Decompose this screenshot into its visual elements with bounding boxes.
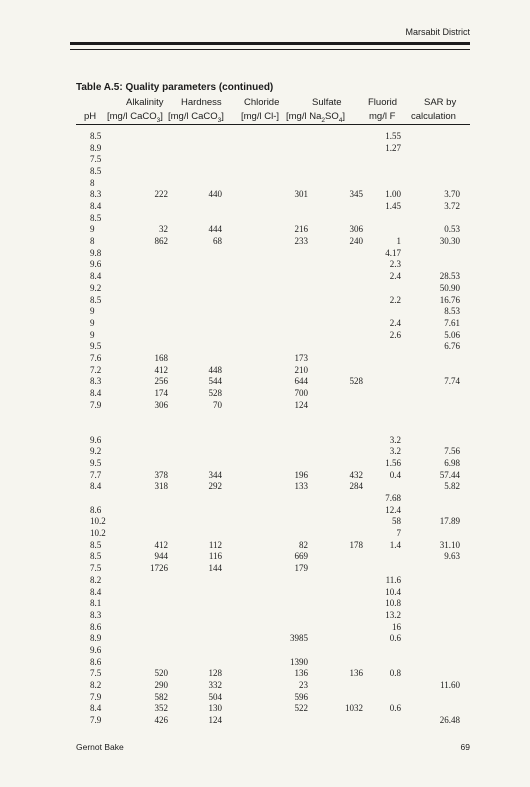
- col-unit-chloride: [mg/l Cl-]: [241, 111, 279, 122]
- table-row: [0, 295, 530, 307]
- cell-ph: 8.4: [90, 586, 102, 597]
- cell-alkalinity: 862: [154, 236, 168, 247]
- cell-ph: 8.4: [90, 271, 102, 282]
- header-rule-thick: [70, 42, 470, 45]
- cell-fluorid: 12.4: [385, 504, 401, 515]
- cell-alkalinity: 378: [154, 469, 168, 480]
- cell-sar: 5.82: [444, 481, 460, 492]
- cell-ph: 9.8: [90, 247, 102, 258]
- cell-ph: 7.5: [90, 668, 102, 679]
- col-unit-hardness: [mg/l CaCO$_3$]: [168, 111, 224, 124]
- col-header-alkalinity: Alkalinity: [126, 97, 164, 108]
- cell-chloride: 669: [294, 551, 308, 562]
- col-unit-fluorid: mg/l F: [369, 111, 396, 122]
- table-row: [0, 470, 530, 482]
- cell-fluorid: 3.2: [389, 446, 401, 457]
- table-row: [0, 680, 530, 692]
- cell-hardness: 116: [208, 551, 222, 562]
- cell-fluorid: 16: [392, 621, 401, 632]
- cell-alkalinity: 290: [154, 679, 168, 690]
- cell-fluorid: 1.4: [389, 539, 401, 550]
- cell-ph: 8.3: [90, 376, 102, 387]
- cell-fluorid: 2.4: [389, 271, 401, 282]
- cell-hardness: 128: [208, 668, 222, 679]
- cell-ph: 7.9: [90, 399, 102, 410]
- cell-sulfate: 432: [349, 469, 363, 480]
- table-row: [0, 692, 530, 704]
- table-row: [0, 540, 530, 552]
- cell-fluorid: 0.8: [389, 668, 401, 679]
- cell-chloride: 179: [294, 563, 308, 574]
- cell-alkalinity: 412: [154, 364, 168, 375]
- cell-fluorid: 1.55: [385, 131, 401, 141]
- cell-chloride: 522: [294, 703, 308, 714]
- cell-ph: 8: [90, 177, 95, 188]
- table-row: [0, 283, 530, 295]
- table-row: [0, 505, 530, 517]
- cell-alkalinity: 412: [154, 539, 168, 550]
- cell-chloride: 596: [294, 691, 308, 702]
- table-row: [0, 259, 530, 271]
- cell-ph: 8.5: [90, 294, 102, 305]
- cell-alkalinity: 352: [154, 703, 168, 714]
- cell-hardness: 528: [208, 387, 222, 398]
- cell-alkalinity: 944: [154, 551, 168, 562]
- cell-ph: 9: [90, 224, 95, 235]
- cell-ph: 9.5: [90, 458, 102, 469]
- table-row: [0, 703, 530, 715]
- cell-ph: 8.5: [90, 539, 102, 550]
- cell-ph: 9.2: [90, 446, 102, 457]
- cell-sar: 7.61: [444, 317, 460, 328]
- cell-ph: 8.4: [90, 481, 102, 492]
- cell-ph: 8.6: [90, 621, 102, 632]
- table-row: [0, 154, 530, 166]
- table-row: [0, 435, 530, 447]
- cell-fluorid: 2.2: [389, 294, 401, 305]
- cell-fluorid: 13.2: [385, 609, 401, 620]
- col-unit-alkalinity: [mg/l CaCO$_3$]: [107, 111, 163, 124]
- cell-ph: 8.4: [90, 703, 102, 714]
- cell-fluorid: 0.6: [389, 703, 401, 714]
- cell-chloride: 23: [299, 679, 308, 690]
- cell-alkalinity: 222: [154, 189, 168, 200]
- table-row: [0, 400, 530, 412]
- cell-fluorid: 10.4: [385, 586, 401, 597]
- cell-alkalinity: 168: [154, 352, 168, 363]
- cell-sar: 28.53: [439, 271, 460, 282]
- cell-sar: 6.76: [444, 341, 460, 352]
- cell-alkalinity: 306: [154, 399, 168, 410]
- cell-fluorid: 0.4: [389, 469, 401, 480]
- cell-ph: 8.3: [90, 189, 102, 200]
- cell-hardness: 448: [208, 364, 222, 375]
- cell-ph: 8.5: [90, 131, 102, 141]
- cell-chloride: 82: [299, 539, 308, 550]
- cell-ph: 7.5: [90, 563, 102, 574]
- cell-fluorid: 7: [396, 528, 401, 539]
- cell-sar: 30.30: [439, 236, 460, 247]
- cell-sar: 7.74: [444, 376, 460, 387]
- cell-sulfate: 240: [349, 236, 363, 247]
- cell-chloride: 173: [294, 352, 308, 363]
- cell-hardness: 112: [208, 539, 222, 550]
- cell-alkalinity: 318: [154, 481, 168, 492]
- cell-ph: 8.9: [90, 633, 102, 644]
- cell-ph: 8.5: [90, 551, 102, 562]
- cell-hardness: 544: [208, 376, 222, 387]
- cell-chloride: 1390: [290, 656, 308, 667]
- cell-ph: 7.5: [90, 154, 102, 165]
- table-row: [0, 143, 530, 155]
- cell-chloride: 210: [294, 364, 308, 375]
- cell-hardness: 344: [208, 469, 222, 480]
- col-header-chloride: Chloride: [244, 97, 280, 108]
- cell-ph: 9.5: [90, 341, 102, 352]
- cell-ph: 7.9: [90, 715, 102, 725]
- table-row: [0, 598, 530, 610]
- cell-chloride: 301: [294, 189, 308, 200]
- cell-sulfate: 284: [349, 481, 363, 492]
- cell-fluorid: 2.3: [389, 259, 401, 270]
- table-row: [0, 271, 530, 283]
- cell-sulfate: 1032: [345, 703, 363, 714]
- table-row: [0, 575, 530, 587]
- table-row: [0, 201, 530, 213]
- cell-fluorid: 7.68: [385, 493, 401, 504]
- cell-sar: 3.72: [444, 201, 460, 212]
- cell-fluorid: 11.6: [385, 574, 401, 585]
- table-row: [0, 318, 530, 330]
- cell-sar: 11.60: [440, 679, 460, 690]
- cell-ph: 8.9: [90, 142, 102, 153]
- table-row: [0, 645, 530, 657]
- cell-fluorid: 10.8: [385, 598, 401, 609]
- table-row: [0, 610, 530, 622]
- cell-ph: 9.2: [90, 282, 102, 293]
- cell-ph: 8.5: [90, 166, 102, 177]
- cell-sar: 17.89: [439, 516, 460, 527]
- table-row: [0, 493, 530, 505]
- table-row: [0, 458, 530, 470]
- table-row: [0, 516, 530, 528]
- cell-alkalinity: 256: [154, 376, 168, 387]
- cell-ph: 8.1: [90, 598, 102, 609]
- table-row: [0, 376, 530, 388]
- cell-sulfate: 306: [349, 224, 363, 235]
- table-row: [0, 423, 530, 435]
- cell-fluorid: 3.2: [389, 434, 401, 445]
- cell-hardness: 332: [208, 679, 222, 690]
- cell-alkalinity: 520: [154, 668, 168, 679]
- table-row: [0, 587, 530, 599]
- cell-sar: 31.10: [439, 539, 460, 550]
- cell-chloride: 196: [294, 469, 308, 480]
- cell-chloride: 233: [294, 236, 308, 247]
- cell-sar: 16.76: [439, 294, 460, 305]
- cell-chloride: 136: [294, 668, 308, 679]
- table-row: [0, 306, 530, 318]
- footer-author: Gernot Bake: [76, 742, 124, 752]
- table-row: [0, 365, 530, 377]
- cell-sulfate: 136: [349, 668, 363, 679]
- table-row: [0, 341, 530, 353]
- cell-hardness: 144: [208, 563, 222, 574]
- cell-ph: 8.4: [90, 387, 102, 398]
- cell-chloride: 644: [294, 376, 308, 387]
- table-row: [0, 481, 530, 493]
- cell-chloride: 3985: [290, 633, 308, 644]
- cell-chloride: 124: [294, 399, 308, 410]
- table-row: [0, 166, 530, 178]
- table-row: [0, 715, 530, 727]
- cell-fluorid: 1.27: [385, 142, 401, 153]
- table-row: [0, 388, 530, 400]
- cell-ph: 9: [90, 329, 95, 340]
- table-row: [0, 446, 530, 458]
- col-header-sar: SAR by: [424, 97, 457, 108]
- cell-fluorid: 58: [392, 516, 401, 527]
- col-header-sulfate: Sulfate: [312, 97, 342, 108]
- cell-fluorid: 1.56: [385, 458, 401, 469]
- table-row: [0, 622, 530, 634]
- table-row: [0, 411, 530, 423]
- col-header-ph: pH: [84, 111, 97, 122]
- cell-sar: 0.53: [444, 224, 460, 235]
- cell-hardness: 444: [208, 224, 222, 235]
- cell-ph: 8.6: [90, 656, 102, 667]
- cell-sar: 8.53: [444, 306, 460, 317]
- table-row: [0, 224, 530, 236]
- page-number: 69: [460, 742, 470, 752]
- cell-ph: 7.2: [90, 364, 102, 375]
- cell-sulfate: 178: [349, 539, 363, 550]
- table-title: Table A.5: Quality parameters (continued): [76, 82, 274, 93]
- table-row: [0, 353, 530, 365]
- cell-fluorid: 2.4: [389, 317, 401, 328]
- table-row: [0, 528, 530, 540]
- cell-ph: 8.4: [90, 201, 102, 212]
- cell-fluorid: 1.00: [385, 189, 401, 200]
- cell-hardness: 124: [208, 715, 222, 725]
- col-unit-sulfate: [mg/l $Na_2SO_4$]: [286, 111, 345, 124]
- table-row: [0, 563, 530, 575]
- table-row: [0, 178, 530, 190]
- table-row: [0, 330, 530, 342]
- cell-ph: 9.6: [90, 434, 102, 445]
- table-row: [0, 236, 530, 248]
- cell-sar: 6.98: [444, 458, 460, 469]
- running-header-district: Marsabit District: [405, 27, 470, 37]
- col-header-fluorid: Fluorid: [368, 97, 398, 108]
- table-row: [0, 213, 530, 225]
- cell-sar: 50.90: [439, 282, 460, 293]
- cell-chloride: 700: [294, 387, 308, 398]
- cell-alkalinity: 426: [154, 715, 168, 725]
- cell-sulfate: 528: [349, 376, 363, 387]
- cell-sar: 9.63: [444, 551, 460, 562]
- cell-ph: 7.6: [90, 352, 102, 363]
- cell-sar: 5.06: [444, 329, 460, 340]
- cell-chloride: 216: [294, 224, 308, 235]
- header-rule-thin: [70, 49, 470, 50]
- cell-ph: 10.2: [90, 528, 106, 539]
- cell-chloride: 133: [294, 481, 308, 492]
- cell-hardness: 440: [208, 189, 222, 200]
- cell-ph: 9.6: [90, 259, 102, 270]
- table-row: [0, 668, 530, 680]
- cell-fluorid: 0.6: [389, 633, 401, 644]
- cell-alkalinity: 582: [154, 691, 168, 702]
- col-unit-sar: calculation: [411, 111, 456, 122]
- cell-hardness: 292: [208, 481, 222, 492]
- cell-ph: 8: [90, 236, 95, 247]
- cell-ph: 9: [90, 317, 95, 328]
- cell-alkalinity: 32: [159, 224, 168, 235]
- table-row: [0, 551, 530, 563]
- cell-ph: 7.7: [90, 469, 102, 480]
- cell-fluorid: 1.45: [385, 201, 401, 212]
- cell-hardness: 70: [213, 399, 222, 410]
- cell-fluorid: 4.17: [385, 247, 401, 258]
- cell-fluorid: 1: [396, 236, 401, 247]
- cell-ph: 8.2: [90, 574, 102, 585]
- cell-alkalinity: 174: [154, 387, 168, 398]
- cell-hardness: 130: [208, 703, 222, 714]
- cell-alkalinity: 1726: [150, 563, 168, 574]
- table-row: [0, 633, 530, 645]
- cell-sar: 7.56: [444, 446, 460, 457]
- cell-ph: 8.3: [90, 609, 102, 620]
- table-row: [0, 248, 530, 260]
- cell-ph: 7.9: [90, 691, 102, 702]
- cell-sar: 57.44: [439, 469, 460, 480]
- table-row: [0, 131, 530, 143]
- cell-ph: 9: [90, 306, 95, 317]
- header-underline: [76, 124, 470, 125]
- cell-ph: 8.6: [90, 504, 102, 515]
- cell-hardness: 504: [208, 691, 222, 702]
- table-row: [0, 657, 530, 669]
- cell-sar: 3.70: [444, 189, 460, 200]
- cell-ph: 9.6: [90, 644, 102, 655]
- cell-sar: 26.48: [439, 715, 460, 725]
- cell-ph: 10.2: [90, 516, 106, 527]
- cell-ph: 8.2: [90, 679, 102, 690]
- cell-ph: 8.5: [90, 212, 102, 223]
- cell-fluorid: 2.6: [389, 329, 401, 340]
- cell-sulfate: 345: [349, 189, 363, 200]
- col-header-hardness: Hardness: [181, 97, 222, 108]
- table-row: [0, 189, 530, 201]
- cell-hardness: 68: [213, 236, 222, 247]
